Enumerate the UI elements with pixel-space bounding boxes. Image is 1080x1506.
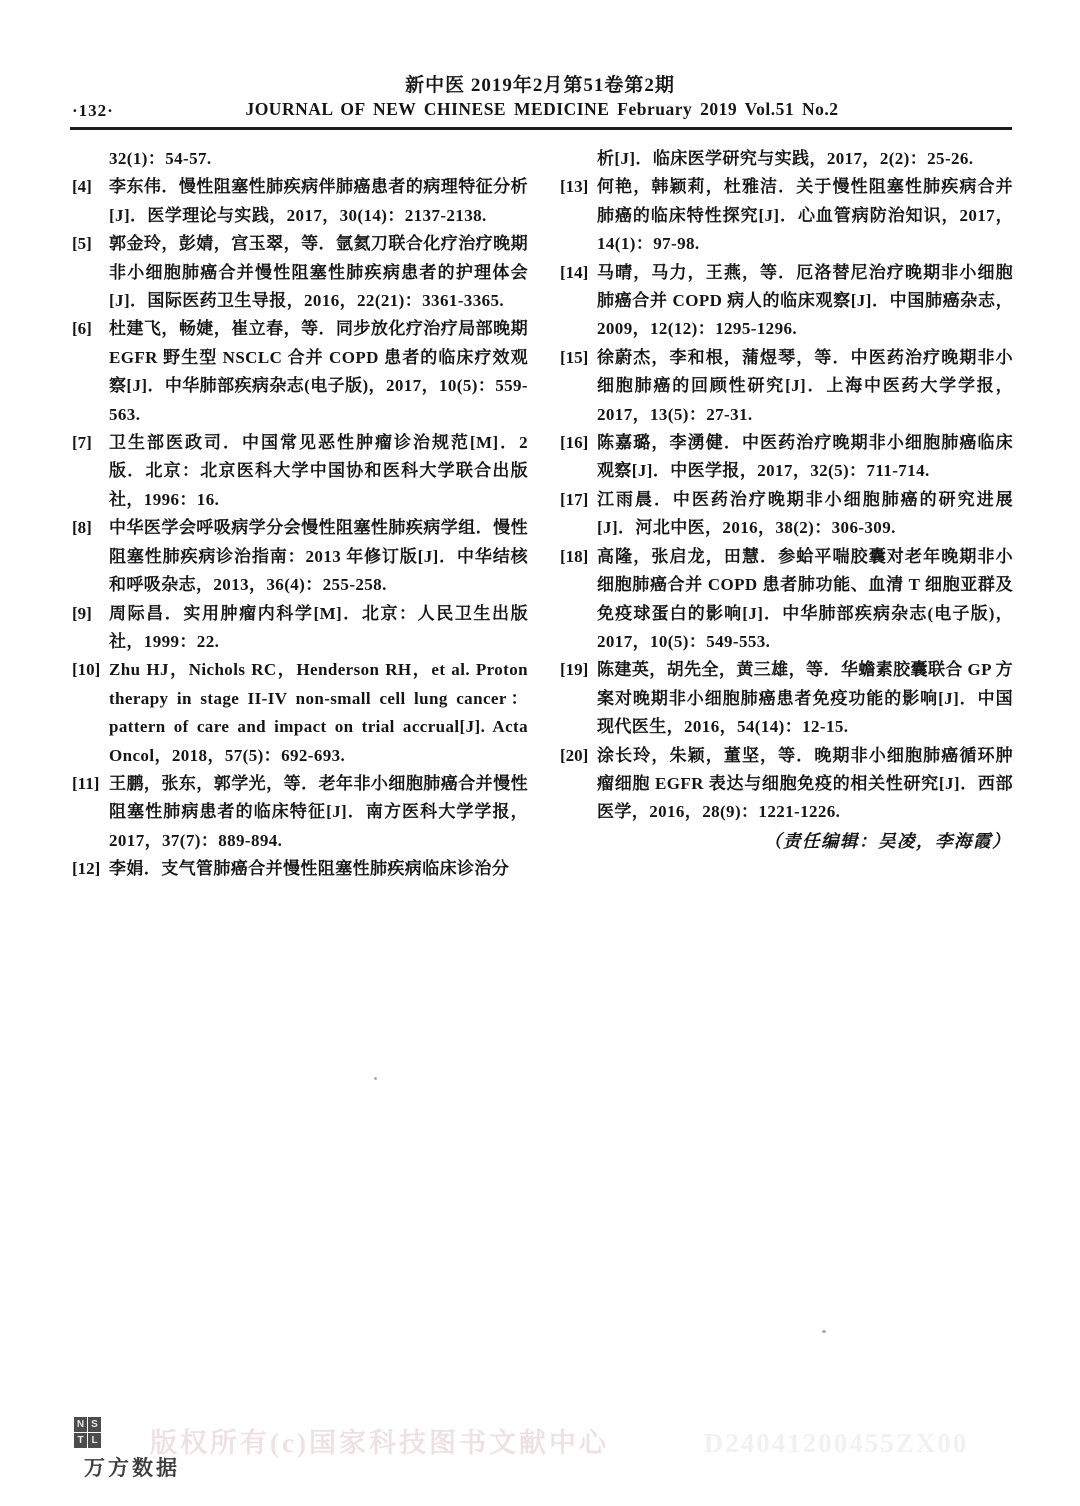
reference-text: 李娟．支气管肺癌合并慢性阻塞性肺疾病临床诊治分 bbox=[109, 859, 510, 879]
reference-item-18 bbox=[560, 543, 1013, 657]
reference-text: Zhu HJ，Nichols RC，Henderson RH，et al. Proton therapy in stage II-IV non-small cell lung cancer：pattern of care and impact on trial accrual[J]. Acta Oncol，2018，57(5)：692-693. bbox=[109, 660, 528, 765]
reference-number bbox=[72, 145, 109, 173]
reference-number: [5] bbox=[72, 234, 92, 254]
reference-number: [18] bbox=[560, 546, 589, 566]
copyright-watermark-id: D24041200455ZX00 bbox=[703, 1428, 969, 1458]
reference-number: [7] bbox=[72, 433, 92, 453]
reference-text: 徐蔚杰，李和根，蒲煜琴，等．中医药治疗晚期非小细胞肺癌的回顾性研究[J]．上海中医药大学学报，2017，13(5)：27-31. bbox=[597, 347, 1013, 424]
scan-speck bbox=[374, 1077, 377, 1080]
reference-number: [16] bbox=[560, 433, 589, 453]
reference-text: 高隆，张启龙，田慧．参蛤平喘胶囊对老年晚期非小细胞肺癌合并 COPD 患者肺功能、血清 T 细胞亚群及免疫球蛋白的影响[J]．中华肺部疾病杂志(电子版)，2017，10(5)：549-553. bbox=[597, 546, 1013, 651]
references-right-column bbox=[560, 145, 1013, 855]
reference-continuation bbox=[560, 145, 1013, 173]
references-left-column bbox=[72, 145, 528, 884]
reference-number: [10] bbox=[72, 660, 101, 680]
page-number: ·132· bbox=[72, 101, 114, 120]
reference-number: [11] bbox=[72, 773, 100, 793]
reference-item-4 bbox=[72, 173, 528, 230]
reference-item-13 bbox=[560, 173, 1013, 258]
reference-item-10 bbox=[72, 656, 528, 770]
reference-item-20 bbox=[560, 742, 1013, 827]
reference-item-16 bbox=[560, 429, 1013, 486]
reference-number: [15] bbox=[560, 347, 589, 367]
header-rule bbox=[70, 127, 1012, 130]
reference-item-19 bbox=[560, 656, 1013, 741]
reference-number: [17] bbox=[560, 489, 589, 509]
nstl-logo bbox=[74, 1417, 101, 1448]
reference-text: 涂长玲，朱颖，董坚，等．晚期非小细胞肺癌循环肿瘤细胞 EGFR 表达与细胞免疫的相关性研究[J]．西部医学，2016，28(9)：1221-1226. bbox=[597, 745, 1013, 822]
editor-note: （责任编辑：吴凌，李海霞） bbox=[764, 830, 1011, 851]
reference-number: [14] bbox=[560, 262, 589, 282]
reference-number: [13] bbox=[560, 177, 589, 197]
journal-title-cn: 新中医 2019年2月第51卷第2期 bbox=[405, 75, 675, 96]
reference-number: [19] bbox=[560, 660, 589, 680]
reference-number: [12] bbox=[72, 859, 101, 879]
reference-number: [4] bbox=[72, 177, 92, 197]
reference-text: 何艳，韩颖莉，杜雅洁．关于慢性阻塞性肺疾病合并肺癌的临床特性探究[J]．心血管病防治知识，2017，14(1)：97-98. bbox=[597, 177, 1013, 254]
nstl-logo-letter: L bbox=[88, 1433, 101, 1448]
reference-number bbox=[560, 145, 597, 173]
reference-item-17 bbox=[560, 486, 1013, 543]
reference-text: 王鹏，张东，郭学光，等．老年非小细胞肺癌合并慢性阻塞性肺病患者的临床特征[J]．南方医科大学学报，2017，37(7)：889-894. bbox=[109, 773, 528, 850]
reference-item-15 bbox=[560, 344, 1013, 429]
reference-text: 江雨晨．中医药治疗晚期非小细胞肺癌的研究进展[J]．河北中医，2016，38(2)：306-309. bbox=[597, 489, 1013, 538]
wanfang-data-brand: 万方数据 bbox=[84, 1457, 180, 1480]
reference-text: 马晴，马力，王燕，等．厄洛替尼治疗晚期非小细胞肺癌合并 COPD 病人的临床观察[J]．中国肺癌杂志，2009，12(12)：1295-1296. bbox=[597, 262, 1013, 339]
reference-continuation bbox=[72, 145, 528, 173]
header-row bbox=[70, 99, 1014, 123]
reference-text: 陈建英，胡先全，黄三雄，等．华蟾素胶囊联合 GP 方案对晚期非小细胞肺癌患者免疫功能的影响[J]．中国现代医生，2016，54(14)：12-15. bbox=[597, 660, 1013, 737]
reference-text: 周际昌．实用肿瘤内科学[M]．北京：人民卫生出版社，1999：22. bbox=[109, 603, 528, 651]
reference-text: 卫生部医政司．中国常见恶性肿瘤诊治规范[M]．2 版．北京：北京医科大学中国协和医科大学联合出版社，1996：16. bbox=[109, 433, 528, 509]
reference-number: [8] bbox=[72, 518, 92, 538]
reference-text: 杜建飞，畅婕，崔立春，等．同步放化疗治疗局部晚期 EGFR 野生型 NSCLC 合并 COPD 患者的临床疗效观察[J]．中华肺部疾病杂志(电子版)，2017，10(5)：559-563. bbox=[109, 319, 528, 424]
reference-text: 郭金玲，彭婧，宫玉翠，等．氩氦刀联合化疗治疗晚期非小细胞肺癌合并慢性阻塞性肺疾病患者的护理体会[J]．国际医药卫生导报，2016，22(21)：3361-3365. bbox=[109, 234, 528, 311]
reference-number: [9] bbox=[72, 603, 92, 623]
reference-text: 陈嘉璐，李湧健．中医药治疗晚期非小细胞肺癌临床观察[J]．中医学报，2017，32(5)：711-714. bbox=[597, 433, 1013, 481]
reference-item-12 bbox=[72, 855, 528, 883]
nstl-logo-letter: T bbox=[74, 1433, 87, 1448]
copyright-watermark-text: 版权所有(c)国家科技图书文献中心 bbox=[150, 1428, 609, 1458]
reference-item-9 bbox=[72, 600, 528, 657]
reference-item-6 bbox=[72, 315, 528, 429]
journal-title-en: JOURNAL OF NEW CHINESE MEDICINE February 2019 Vol.51 No.2 bbox=[245, 99, 839, 119]
reference-item-11 bbox=[72, 770, 528, 855]
nstl-logo-letter: N bbox=[74, 1417, 87, 1432]
reference-item-14 bbox=[560, 259, 1013, 344]
reference-text: 李东伟．慢性阻塞性肺疾病伴肺癌患者的病理特征分析[J]．医学理论与实践，2017，30(14)：2137-2138. bbox=[109, 177, 528, 225]
reference-item-7 bbox=[72, 429, 528, 514]
nstl-logo-letter: S bbox=[88, 1417, 101, 1432]
reference-text: 中华医学会呼吸病学分会慢性阻塞性肺疾病学组．慢性阻塞性肺疾病诊治指南：2013 年修订版[J]．中华结核和呼吸杂志，2013，36(4)：255-258. bbox=[109, 518, 528, 595]
reference-number: [20] bbox=[560, 745, 589, 765]
scan-speck bbox=[822, 1330, 826, 1333]
reference-item-8 bbox=[72, 514, 528, 599]
reference-number: [6] bbox=[72, 319, 92, 339]
reference-text: 32(1)：54-57. bbox=[109, 149, 212, 168]
reference-item-5 bbox=[72, 230, 528, 315]
reference-text: 析[J]．临床医学研究与实践，2017，2(2)：25-26. bbox=[597, 149, 974, 168]
copyright-watermark bbox=[150, 1421, 1010, 1460]
